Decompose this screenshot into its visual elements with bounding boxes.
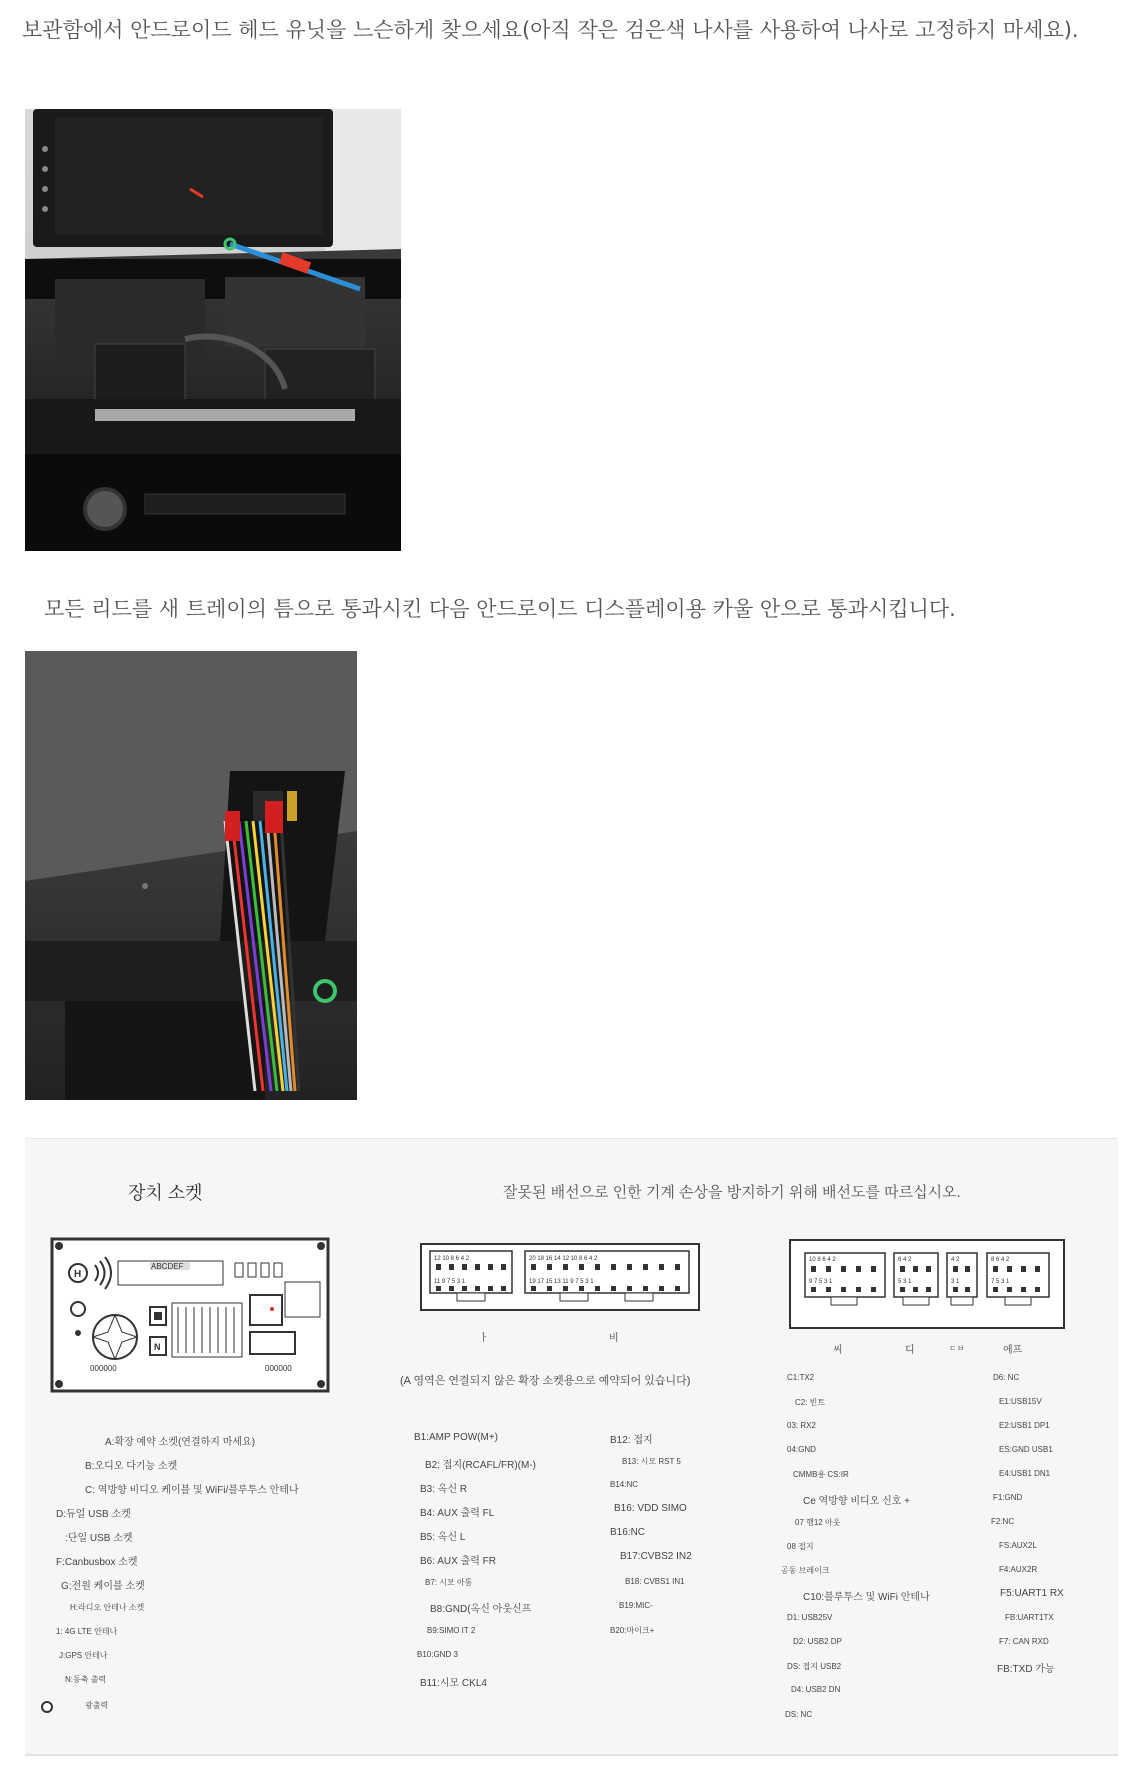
b-pin-item: B8:GND(옥신 아웃신프 bbox=[430, 1604, 532, 1615]
c-pin-item: DS: 접지 USB2 bbox=[787, 1662, 842, 1671]
b-pin-item: B3: 옥신 R bbox=[420, 1484, 468, 1495]
socket-list-item: D:듀얼 USB 소켓 bbox=[56, 1509, 131, 1520]
ef-pin-item: FB:UART1TX bbox=[1005, 1613, 1054, 1622]
svg-text:9 7 5 3 1: 9 7 5 3 1 bbox=[809, 1279, 833, 1285]
svg-text:12 10 8 6 4 2: 12 10 8 6 4 2 bbox=[434, 1256, 470, 1262]
c-pin-item: 07 햄12 아웃 bbox=[795, 1518, 841, 1527]
socket-list-item: 1: 4G LTE 안테나 bbox=[56, 1627, 118, 1636]
ef-pin-item: E1:USB15V bbox=[999, 1397, 1042, 1406]
b-pin-item: B5: 옥신 L bbox=[420, 1532, 466, 1543]
connector-b-label: 비 bbox=[609, 1333, 619, 1344]
instruction-step-2: 모든 리드를 새 트레이의 틈으로 통과시킨 다음 안드로이드 디스플레이용 카울 안으로 통과시킵니다. bbox=[44, 597, 956, 621]
connector-c-label: 씨 bbox=[833, 1345, 843, 1356]
instruction-step-1: 보관함에서 안드로이드 헤드 유닛을 느슨하게 찾으세요(아직 작은 검은색 나사를 사용하여 나사로 고정하지 마세요). bbox=[22, 18, 1079, 42]
device-counter-left: 000000 bbox=[90, 1364, 117, 1373]
c-pin-item: C1:TX2 bbox=[787, 1373, 815, 1382]
svg-text:3 1: 3 1 bbox=[951, 1279, 960, 1285]
ef-pin-item: F5:UART1 RX bbox=[1000, 1588, 1064, 1599]
c-pin-item: 03: RX2 bbox=[787, 1421, 816, 1430]
socket-list-item: A:확장 예약 소켓(연결하지 마세요) bbox=[105, 1437, 256, 1448]
b-pin-item: B10:GND 3 bbox=[417, 1650, 458, 1659]
connector-cdef-diagram bbox=[789, 1239, 1065, 1331]
socket-list-item: N:동축 출력 bbox=[65, 1675, 107, 1684]
a-zone-note: (A 영역은 연결되지 않은 확장 소켓용으로 예약되어 있습니다) bbox=[400, 1375, 691, 1387]
b-pin-item: B9:SIMO IT 2 bbox=[427, 1626, 476, 1635]
b-pin-item: B16:NC bbox=[610, 1527, 646, 1538]
device-screen-text: ABCDEF bbox=[151, 1262, 184, 1271]
c-pin-item: CMMB용 CS:IR bbox=[793, 1470, 849, 1479]
c-pin-item: D2: USB2 DP bbox=[793, 1637, 842, 1646]
ef-pin-item: D6: NC bbox=[993, 1373, 1020, 1382]
svg-text:10 8 6 4 2: 10 8 6 4 2 bbox=[809, 1257, 836, 1263]
c-pin-item: C2: 빈트 bbox=[795, 1398, 826, 1407]
b-pin-item: B13: 시모 RST 5 bbox=[622, 1457, 681, 1466]
b-pin-item: B18: CVBS1 IN1 bbox=[625, 1577, 685, 1586]
c-pin-item: 08 접지 bbox=[787, 1542, 814, 1551]
b-pin-item: B14:NC bbox=[610, 1480, 639, 1489]
c-pin-item: D4: USB2 DN bbox=[791, 1685, 841, 1694]
svg-text:H: H bbox=[74, 1269, 82, 1280]
c-pin-item: 04:GND bbox=[787, 1445, 816, 1454]
ef-pin-item: E4:USB1 DN1 bbox=[999, 1469, 1051, 1478]
optical-output-icon bbox=[41, 1701, 53, 1713]
connector-a-label: ㅏ bbox=[479, 1333, 489, 1344]
ef-pin-item: F1:GND bbox=[993, 1493, 1023, 1502]
ef-pin-item: ES:GND USB1 bbox=[999, 1445, 1053, 1454]
b-pin-item: B4: AUX 출력 FL bbox=[420, 1508, 495, 1519]
socket-list-item: F:Canbusbox 소켓 bbox=[56, 1557, 138, 1568]
svg-text:6 4 2: 6 4 2 bbox=[898, 1257, 912, 1263]
c-pin-item: Ce 역방향 비디오 신호 + bbox=[803, 1496, 911, 1507]
b-pin-item: B17:CVBS2 IN2 bbox=[620, 1551, 692, 1562]
ef-pin-item: FS:AUX2L bbox=[999, 1541, 1037, 1550]
socket-list-item: B:오디오 다기능 소켓 bbox=[85, 1461, 178, 1472]
svg-text:11 9 7 5 3 1: 11 9 7 5 3 1 bbox=[434, 1279, 466, 1285]
ef-pin-item: F7: CAN RXD bbox=[999, 1637, 1049, 1646]
b-pin-item: B7: 시모 아톰 bbox=[425, 1578, 473, 1587]
photo-wires-through-tray bbox=[25, 651, 357, 1100]
diagram-warning: 잘못된 배선으로 인한 기계 손상을 방지하기 위해 배선도를 따르십시오. bbox=[503, 1184, 961, 1201]
svg-text:5 3 1: 5 3 1 bbox=[898, 1279, 912, 1285]
b-pin-item: B16: VDD SIMO bbox=[614, 1503, 687, 1514]
diagram-title: 장치 소켓 bbox=[128, 1183, 203, 1203]
device-counter-right: 000000 bbox=[265, 1364, 292, 1373]
c-pin-item: D1: USB25V bbox=[787, 1613, 833, 1622]
ef-pin-item: F4:AUX2R bbox=[999, 1565, 1038, 1574]
connector-d-label: 디 bbox=[905, 1345, 915, 1356]
c-pin-item: C10:블루투스 및 WiFi 안테나 bbox=[803, 1592, 930, 1603]
svg-text:20 18 16 14 12 10 8 6 4 2: 20 18 16 14 12 10 8 6 4 2 bbox=[529, 1256, 598, 1262]
wiring-diagram bbox=[25, 1138, 1118, 1756]
b-pin-item: B12: 접지 bbox=[610, 1435, 653, 1446]
socket-list-item: :단일 USB 소켓 bbox=[65, 1533, 133, 1544]
b-pin-item: B2: 접지(RCAFL/FR)(M-) bbox=[425, 1460, 536, 1471]
b-pin-item: B1:AMP POW(M+) bbox=[414, 1432, 498, 1443]
ef-pin-item: FB:TXD 가능 bbox=[997, 1664, 1055, 1675]
socket-list-item: C: 역방향 비디오 케이블 및 WiFi/블루투스 안테나 bbox=[85, 1485, 299, 1496]
socket-list-item: G:전원 케이블 소켓 bbox=[61, 1581, 145, 1592]
svg-text:7 5 3 1: 7 5 3 1 bbox=[991, 1279, 1010, 1285]
socket-list-item: H:라디오 안테나 소켓 bbox=[70, 1603, 145, 1612]
socket-list-item: J:GPS 안테나 bbox=[59, 1651, 108, 1660]
b-pin-item: B11:시모 CKL4 bbox=[420, 1678, 487, 1689]
c-pin-item: DS: NC bbox=[785, 1710, 813, 1719]
connector-small-label: ㄷㅂ bbox=[949, 1344, 965, 1353]
svg-text:4 2: 4 2 bbox=[951, 1257, 960, 1263]
connector-ef-label: 에프 bbox=[1003, 1345, 1023, 1356]
b-pin-item: B19:MIC- bbox=[619, 1601, 653, 1610]
b-pin-item: B6: AUX 출력 FR bbox=[420, 1556, 497, 1567]
socket-list-item: 광출력 bbox=[85, 1701, 109, 1710]
ef-pin-item: E2:USB1 DP1 bbox=[999, 1421, 1050, 1430]
connector-ab-diagram bbox=[420, 1243, 700, 1315]
photo-head-unit-in-dash bbox=[25, 109, 401, 551]
svg-text:19 17 15 13 11 9 7 5 3 1: 19 17 15 13 11 9 7 5 3 1 bbox=[529, 1279, 594, 1285]
b-pin-item: B20:마이크+ bbox=[610, 1626, 655, 1635]
svg-text:8 6 4 2: 8 6 4 2 bbox=[991, 1257, 1010, 1263]
device-back-panel bbox=[50, 1237, 330, 1393]
svg-text:N: N bbox=[154, 1342, 161, 1352]
ef-pin-item: F2:NC bbox=[991, 1517, 1015, 1526]
c-pin-item: 공동 브레이크 bbox=[781, 1566, 830, 1575]
